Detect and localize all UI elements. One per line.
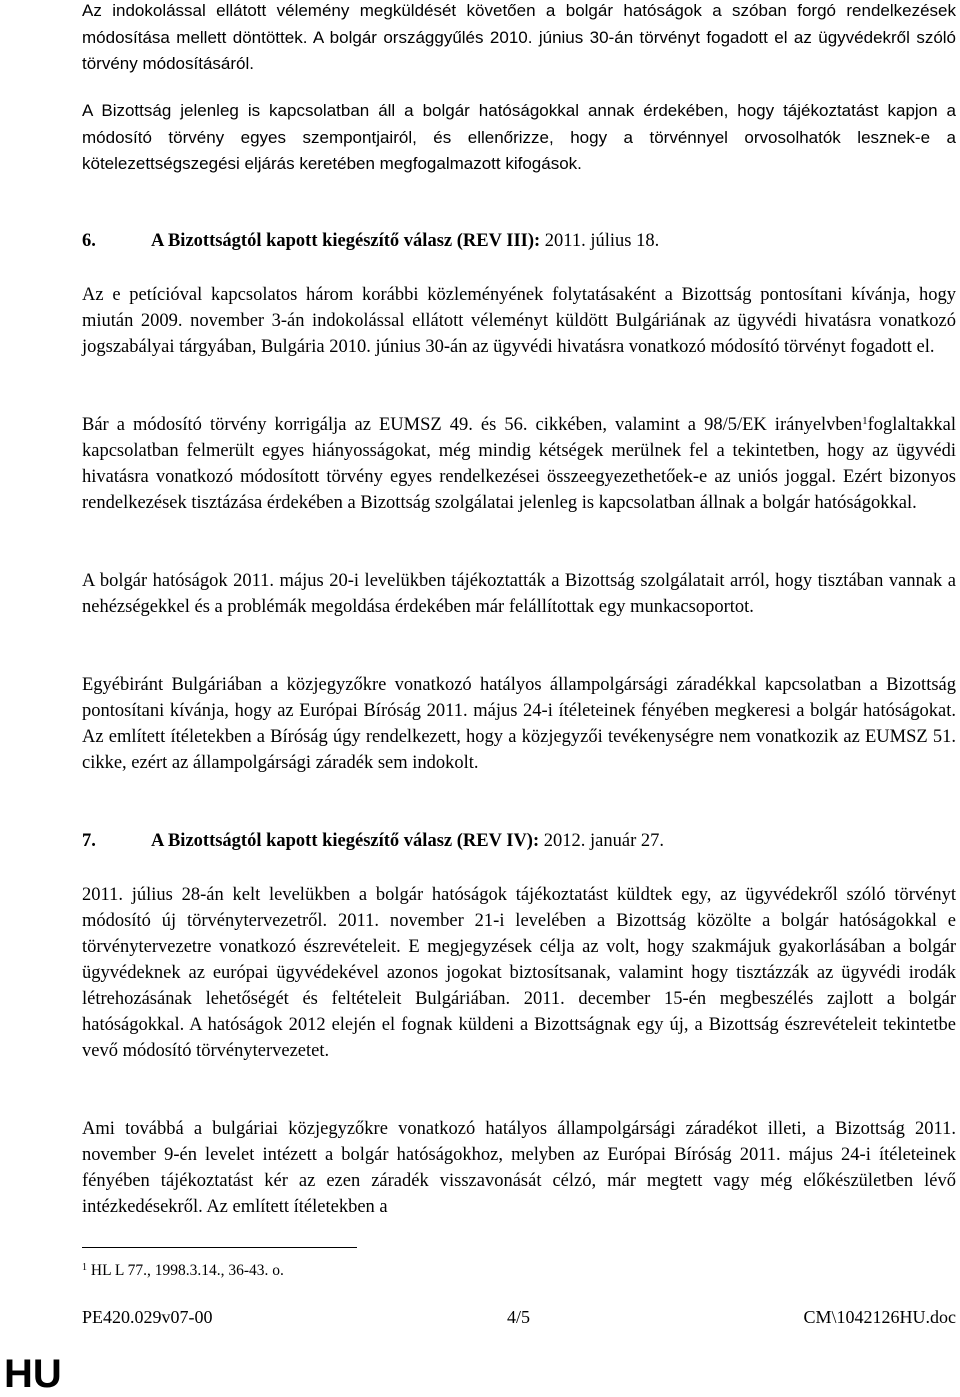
language-label: HU (4, 1352, 62, 1396)
paragraph-text: Bár a módosító törvény korrigálja az EUMSZ 49. és 56. cikkében, valamint a 98/5/EK irányelvben (82, 415, 863, 435)
footnote-text: HL L 77., 1998.3.14., 36-43. o. (90, 1262, 284, 1279)
paragraph-intro-continued: Az indokolással ellátott vélemény megküldését követően a bolgár hatóságok a szóban forgó rendelkezések módosítása mellett döntöttek. A bolgár országgyűlés 2010. június 30-án törvényt fogadott el az ügyvédekről szóló törvény módosításáról. (82, 1, 956, 73)
section-date: 2012. január 27. (539, 831, 664, 851)
paragraph-rev4-2: Ami továbbá a bulgáriai közjegyzőkre vonatkozó hatályos állampolgársági záradékot illeti, a Bizottság 2011. november 9-én levelet intézett a bolgár hatóságokhoz, melyben az Európai Bíróság 2011. május 24-i ítéleteinek fényében tájékoztatást kér az ezen záradék visszavonását célzó, már megtett vagy még előkészületben lévő intézkedésekről. Az említett ítéletekben a (82, 1119, 956, 1217)
file-name: CM\1042126HU.doc (803, 1307, 956, 1327)
section-number: 7. (82, 831, 96, 851)
paragraph-rev4-1: 2011. július 28-án kelt levelükben a bolgár hatóságok tájékoztatást küldtek egy, az ügyvédekről szóló törvényt módosító új törvénytervezetről. 2011. november 21-i levelében a Bizottság közölte a bolgár hatóságokkal e törvénytervezetre vonatkozó észrevételeit. E megjegyzések célja az volt, hogy szakmájuk gyakorlásában a bolgár ügyvédeknek az európai ügyvédekével azonos jogokat biztosítsanak, valamint hogy tisztázzák az ügyvédi irodák létrehozásának lehetőségét és feltételeit Bulgáriában. 2011. december 15-én megbeszélés zajlott a bolgár hatóságokkal. A hatóságok 2012 elején el fognak küldeni a Bizottságnak egy új, a Bizottság észrevételeit tekintetbe vevő módosító törvénytervezetet. (82, 885, 956, 1061)
footnote-separator (82, 1247, 357, 1248)
paragraph-text: foglaltakkal kapcsolatban felmerült egyes hiányosságokat, még mindig kétségek merülnek fel a tekintetben, hogy az ügyvédi hivatásra vonatkozó módosított törvény egyes rendelkezései összeegyezethetőek-e az uniós joggal. Ezért bizonyos rendelkezések tisztázása érdekében a Bizottság szolgálatai jelenleg is kapcsolatban állnak a bolgár hatóságokkal. (82, 415, 956, 513)
paragraph-rev3-3: A bolgár hatóságok 2011. május 20-i levelükben tájékoztatták a Bizottság szolgálatait arról, hogy tisztában vannak a nehézségekkel és a problémák megoldása érdekében már felállítottak egy munkacsoportot. (82, 571, 956, 617)
page-number: 4/5 (507, 1307, 531, 1327)
section-number: 6. (82, 231, 96, 251)
footnote (82, 1261, 284, 1281)
paragraph-rev3-4: Egyébiránt Bulgáriában a közjegyzőkre vonatkozó hatályos állampolgársági záradékkal kapcsolatban a Bizottság pontosítani kívánja, hogy az Európai Bíróság 2011. május 24-i ítéleteinek fényében megkeresi a bolgár hatóságokat. Az említett ítéletekben a Bíróság úgy rendelkezett, hogy a közjegyzői tevékenységre nem vonatkozik az EUMSZ 51. cikke, ezért az állampolgársági záradék sem indokolt. (82, 675, 956, 773)
footnote-mark: 1 (82, 1262, 87, 1273)
section-date: 2011. július 18. (540, 231, 660, 251)
paragraph-rev3-1: Az e petícióval kapcsolatos három korábbi közleményének folytatásaként a Bizottság pontosítani kívánja, hogy miután 2009. november 3-án indokolással ellátott véleményt küldött Bulgáriának az ügyvédi hivatásra vonatkozó jogszabályai tárgyában, Bulgária 2010. június 30-án az ügyvédi hivatásra vonatkozó módosító törvényt fogadott el. (82, 285, 956, 357)
section-title: A Bizottságtól kapott kiegészítő válasz (REV III): (151, 231, 541, 251)
document-reference: PE420.029v07-00 (82, 1307, 213, 1327)
page-footer (82, 1307, 956, 1333)
section-title: A Bizottságtól kapott kiegészítő válasz (REV IV): (151, 831, 540, 851)
footnote-reference: 1 (862, 415, 868, 427)
paragraph-commission-contact: A Bizottság jelenleg is kapcsolatban áll a bolgár hatóságokkal annak érdekében, hogy tájékoztatást kapjon a módosító törvény egyes szempontjairól, és ellenőrizze, hogy a törvénnyel orvosolhatók lesznek-e a kötelezettségszegési eljárás keretében megfogalmazott kifogások. (82, 101, 956, 173)
section-heading-6 (82, 228, 956, 254)
paragraph-rev3-2 (82, 412, 956, 516)
section-heading-7 (82, 828, 956, 854)
